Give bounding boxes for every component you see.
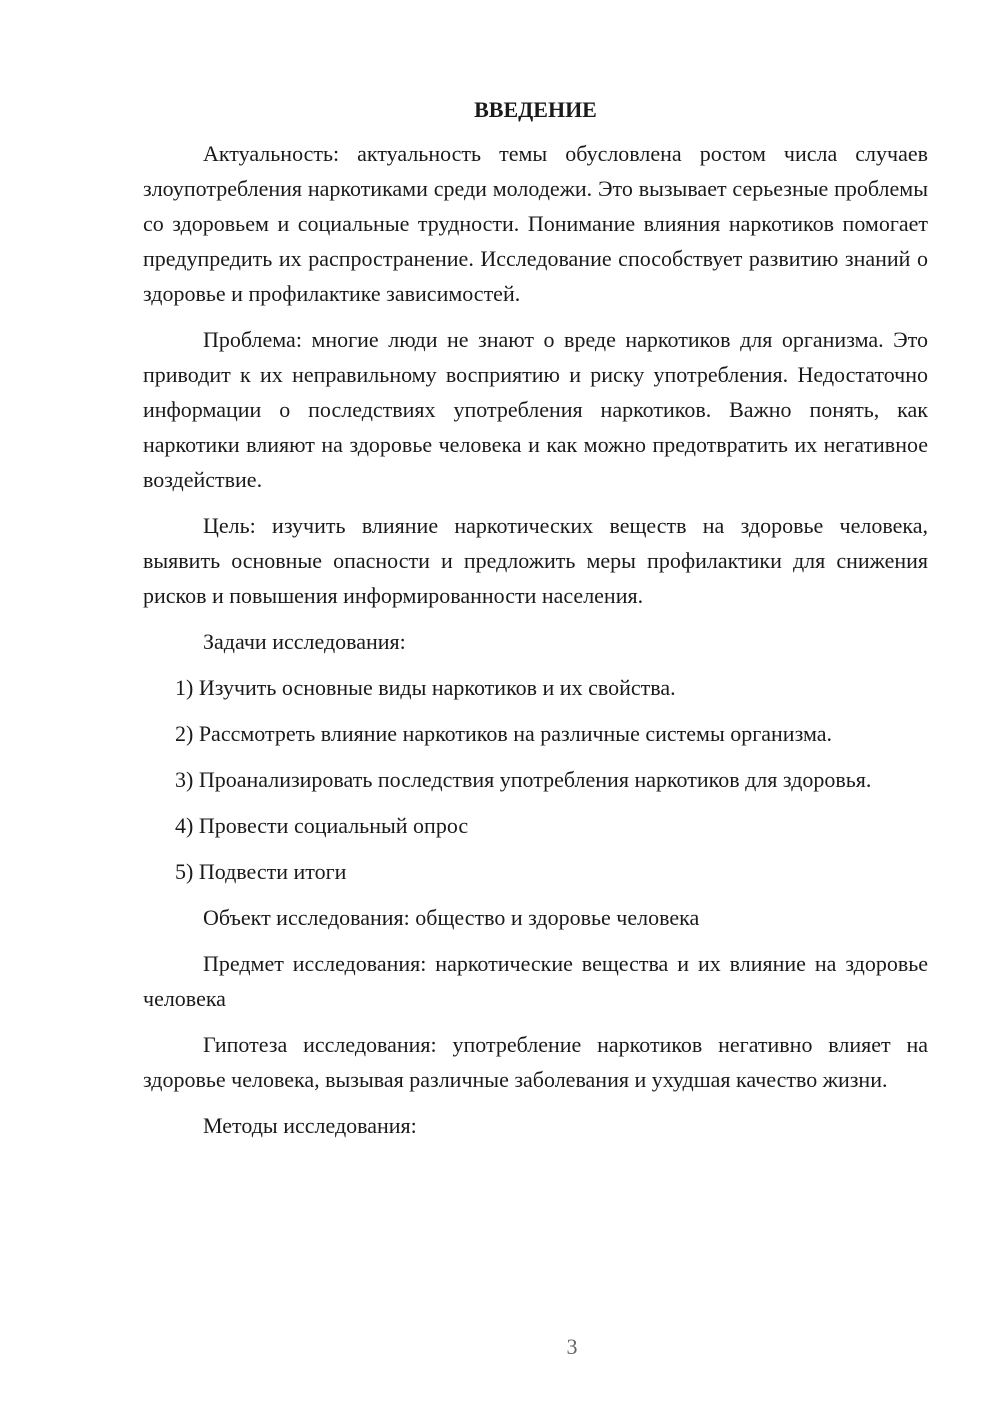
- task-item: 3) Проанализировать последствия употребления наркотиков для здоровья.: [175, 767, 872, 792]
- relevance-paragraph: Актуальность: актуальность темы обусловлена ростом числа случаев злоупотребления наркотиками среди молодежи. Это вызывает серьезные проблемы со здоровьем и социальные трудности. Понимание влияния наркотиков помогает предупредить их распространение. Исследование способствует развитию знаний о здоровье и профилактике зависимостей.: [143, 141, 928, 306]
- task-item: 2) Рассмотреть влияние наркотиков на различные системы организма.: [175, 721, 832, 746]
- page-content: [143, 96, 928, 1154]
- problem-paragraph: Проблема: многие люди не знают о вреде наркотиков для организма. Это приводит к их неправильному восприятию и риску употребления. Недостаточно информации о последствиях употребления наркотиков. Важно понять, как наркотики влияют на здоровье человека и как можно предотвратить их негативное воздействие.: [143, 327, 928, 492]
- task-item: 5) Подвести итоги: [175, 859, 347, 884]
- task-item: 1) Изучить основные виды наркотиков и их свойства.: [175, 675, 676, 700]
- hypothesis-paragraph: Гипотеза исследования: употребление наркотиков негативно влияет на здоровье человека, вызывая различные заболевания и ухудшая качество жизни.: [143, 1032, 928, 1092]
- subject-paragraph: Предмет исследования: наркотические вещества и их влияние на здоровье человека: [143, 951, 928, 1011]
- task-item: 4) Провести социальный опрос: [175, 813, 469, 838]
- page-number: 3: [566, 1334, 578, 1359]
- section-title: ВВЕДЕНИЕ: [474, 97, 597, 122]
- methods-heading: Методы исследования:: [203, 1113, 417, 1138]
- object-paragraph: Объект исследования: общество и здоровье человека: [203, 905, 700, 930]
- tasks-heading: Задачи исследования:: [203, 629, 406, 654]
- goal-paragraph: Цель: изучить влияние наркотических веществ на здоровье человека, выявить основные опасности и предложить меры профилактики для снижения рисков и повышения информированности населения.: [143, 513, 928, 608]
